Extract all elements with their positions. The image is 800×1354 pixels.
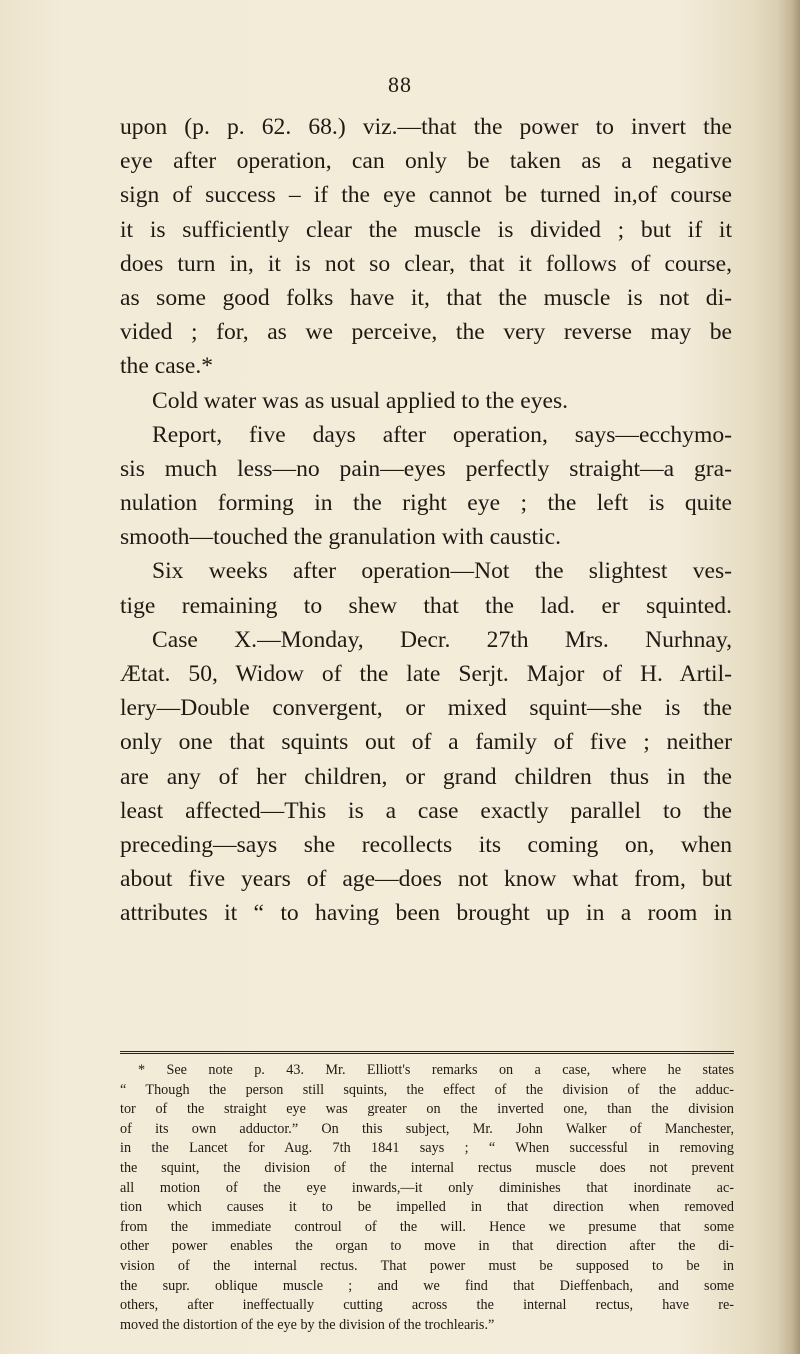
- case-heading-line: Case X.—Monday, Decr. 27th Mrs. Nurhnay,: [152, 626, 732, 653]
- text-line: Cold water was as usual applied to the eyes.: [152, 387, 569, 414]
- footnote-line: tion which causes it to be impelled in that direction when removed: [120, 1199, 734, 1216]
- text-line: smooth—touched the granulation with caustic.: [120, 524, 561, 551]
- text-line: does turn in, it is not so clear, that it follows of course,: [120, 250, 732, 277]
- footnote-line: tor of the straight eye was greater on the inverted one, than the division: [120, 1101, 734, 1118]
- text-line: preceding—says she recollects its coming on, when: [120, 831, 732, 858]
- text-line: sign of success – if the eye cannot be turned in,of course: [120, 182, 732, 209]
- text-line: as some good folks have it, that the muscle is not di-: [120, 284, 732, 311]
- footnote-line: of its own adductor.” On this subject, Mr. John Walker of Manchester,: [120, 1120, 734, 1137]
- page-number: 88: [388, 72, 412, 97]
- footnote-line: vision of the internal rectus. That power must be supposed to be in: [120, 1257, 734, 1274]
- text-line: nulation forming in the right eye ; the left is quite: [120, 490, 732, 517]
- text-line: eye after operation, can only be taken as a negative: [120, 148, 732, 175]
- footnote-line: from the immediate controul of the will. Hence we presume that some: [120, 1218, 734, 1235]
- footnote-line: moved the distortion of the eye by the division of the trochlearis.”: [120, 1316, 495, 1333]
- footnote: [120, 1061, 734, 1335]
- text-line: Report, five days after operation, says—ecchymo-: [152, 421, 732, 448]
- footnote-line: “ Though the person still squints, the effect of the division of the adduc-: [120, 1081, 734, 1098]
- text-line: sis much less—no pain—eyes perfectly straight—a gra-: [120, 455, 732, 482]
- footnote-line: the supr. oblique muscle ; and we find that Dieffenbach, and some: [120, 1277, 734, 1294]
- footnote-divider: [120, 1051, 734, 1054]
- text-line: Six weeks after operation—Not the slightest ves-: [152, 558, 732, 585]
- main-text: [120, 110, 732, 931]
- text-line: vided ; for, as we perceive, the very reverse may be: [120, 319, 732, 346]
- footnote-line: the squint, the division of the internal rectus muscle does not prevent: [120, 1159, 734, 1176]
- text-line: upon (p. p. 62. 68.) viz.—that the power to invert the: [120, 114, 732, 140]
- text-line: are any of her children, or grand children thus in the: [120, 763, 732, 790]
- text-line: it is sufficiently clear the muscle is divided ; but if it: [120, 216, 732, 243]
- text-line: least affected—This is a case exactly parallel to the: [120, 797, 732, 824]
- text-line: only one that squints out of a family of five ; neither: [120, 729, 732, 756]
- text-line: Ætat. 50, Widow of the late Serjt. Major of H. Artil-: [120, 661, 732, 687]
- footnote-line: all motion of the eye inwards,—it only diminishes that inordinate ac-: [120, 1179, 734, 1196]
- text-line: about five years of age—does not know what from, but: [120, 866, 732, 893]
- page-edge-shadow: [778, 0, 800, 1354]
- footnote-line: others, after ineffectually cutting across the internal rectus, have re-: [120, 1297, 734, 1314]
- text-line: tige remaining to shew that the lad. er squinted.: [120, 592, 732, 619]
- footnote-line: other power enables the organ to move in that direction after the di-: [120, 1238, 734, 1255]
- footnote-line: in the Lancet for Aug. 7th 1841 says ; “ When successful in removing: [120, 1140, 734, 1157]
- footnote-line: * See note p. 43. Mr. Elliott's remarks on a case, where he states: [138, 1062, 734, 1078]
- text-line: lery—Double convergent, or mixed squint—she is the: [120, 695, 732, 722]
- text-line: the case.*: [120, 353, 214, 380]
- text-line: attributes it “ to having been brought up in a room in: [120, 900, 732, 927]
